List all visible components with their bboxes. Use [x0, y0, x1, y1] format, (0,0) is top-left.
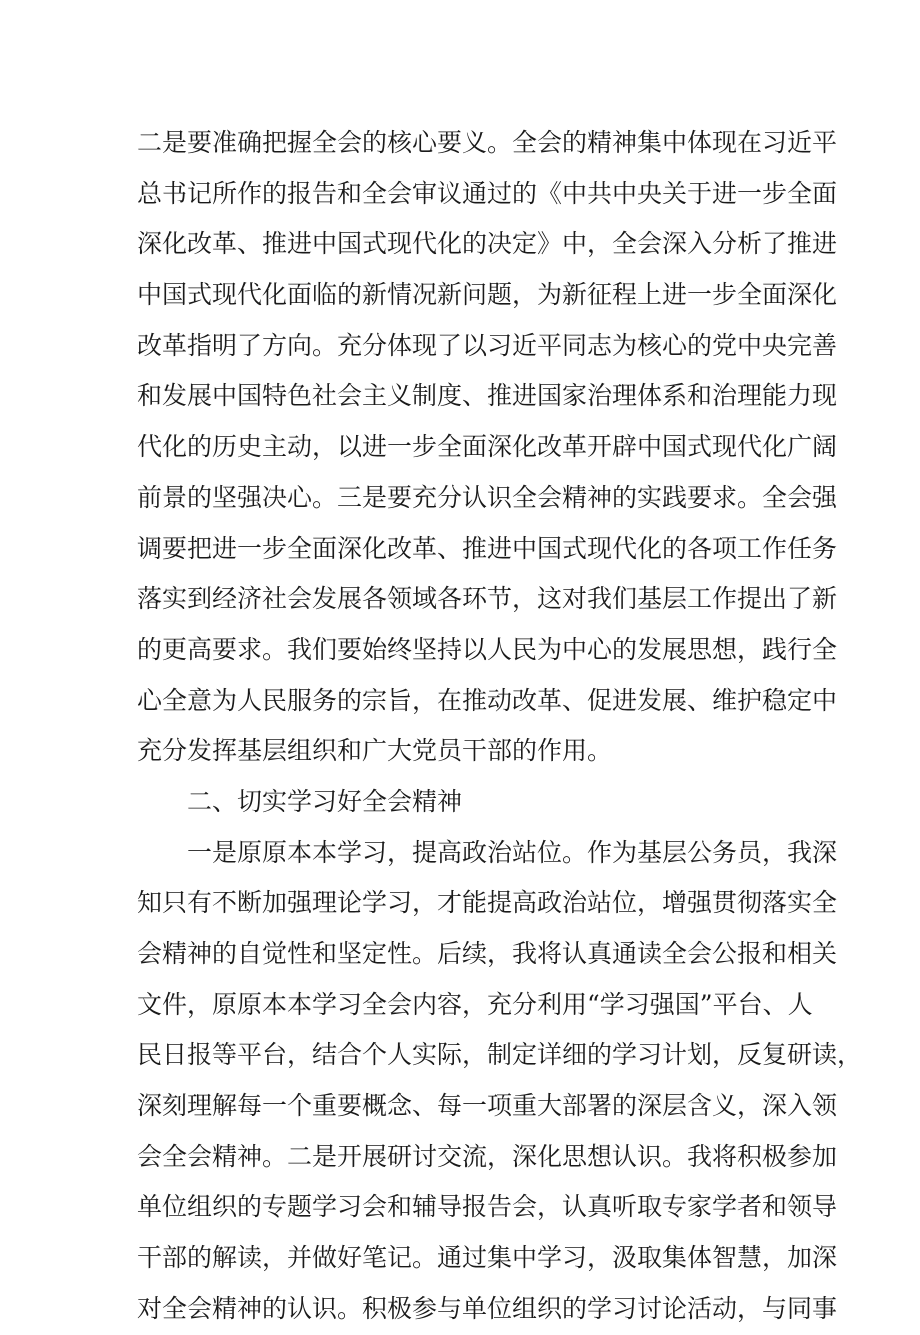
text-line: 深化改革、推进中国式现代化的决定》中，全会深入分析了推进	[137, 229, 838, 259]
text-line: 的更高要求。我们要始终坚持以人民为中心的发展思想，践行全	[137, 634, 838, 664]
text-line: 总书记所作的报告和全会审议通过的《中共中央关于进一步全面	[137, 178, 838, 208]
text-line: 对全会精神的认识。积极参与单位组织的学习讨论活动，与同事	[137, 1293, 838, 1323]
section-heading: 二、切实学习好全会精神	[187, 786, 463, 816]
text-line: 会全会精神。二是开展研讨交流，深化思想认识。我将积极参加	[137, 1141, 838, 1171]
text-line: 充分发挥基层组织和广大党员干部的作用。	[137, 736, 613, 766]
text-line: 一是原原本本学习，提高政治站位。作为基层公务员，我深	[187, 837, 838, 867]
text-line: 文件，原原本本学习全会内容，充分利用“学习强国”平台、人	[137, 989, 813, 1019]
text-line: 前景的坚强决心。三是要充分认识全会精神的实践要求。全会强	[137, 482, 838, 512]
text-line: 改革指明了方向。充分体现了以习近平同志为核心的党中央完善	[137, 330, 838, 360]
text-line: 二是要准确把握全会的核心要义。全会的精神集中体现在习近平	[137, 128, 838, 157]
text-line: 深刻理解每一个重要概念、每一项重大部署的深层含义，深入领	[137, 1091, 838, 1121]
text-line: 单位组织的专题学习会和辅导报告会，认真听取专家学者和领导	[137, 1192, 838, 1222]
text-line: 心全意为人民服务的宗旨，在推动改革、促进发展、维护稳定中	[137, 685, 838, 715]
document-body	[137, 118, 863, 1335]
text-line: 会精神的自觉性和坚定性。后续，我将认真通读全会公报和相关	[137, 939, 838, 968]
text-line: 知只有不断加强理论学习，才能提高政治站位，增强贯彻落实全	[137, 888, 838, 918]
text-line: 调要把进一步全面深化改革、推进中国式现代化的各项工作任务	[137, 533, 838, 563]
text-line: 中国式现代化面临的新情况新问题，为新征程上进一步全面深化	[137, 280, 838, 310]
text-line: 落实到经济社会发展各领域各环节，这对我们基层工作提出了新	[137, 584, 838, 614]
text-line: 民日报等平台，结合个人实际，制定详细的学习计划，反复研读，	[137, 1040, 863, 1070]
text-line: 干部的解读，并做好笔记。通过集中学习，汲取集体智慧，加深	[137, 1243, 838, 1273]
text-line: 代化的历史主动，以进一步全面深化改革开辟中国式现代化广阔	[137, 432, 838, 462]
paragraph-core-essence	[137, 118, 838, 777]
text-line: 和发展中国特色社会主义制度、推进国家治理体系和治理能力现	[137, 381, 838, 411]
paragraph-study-spirit	[137, 828, 863, 1335]
